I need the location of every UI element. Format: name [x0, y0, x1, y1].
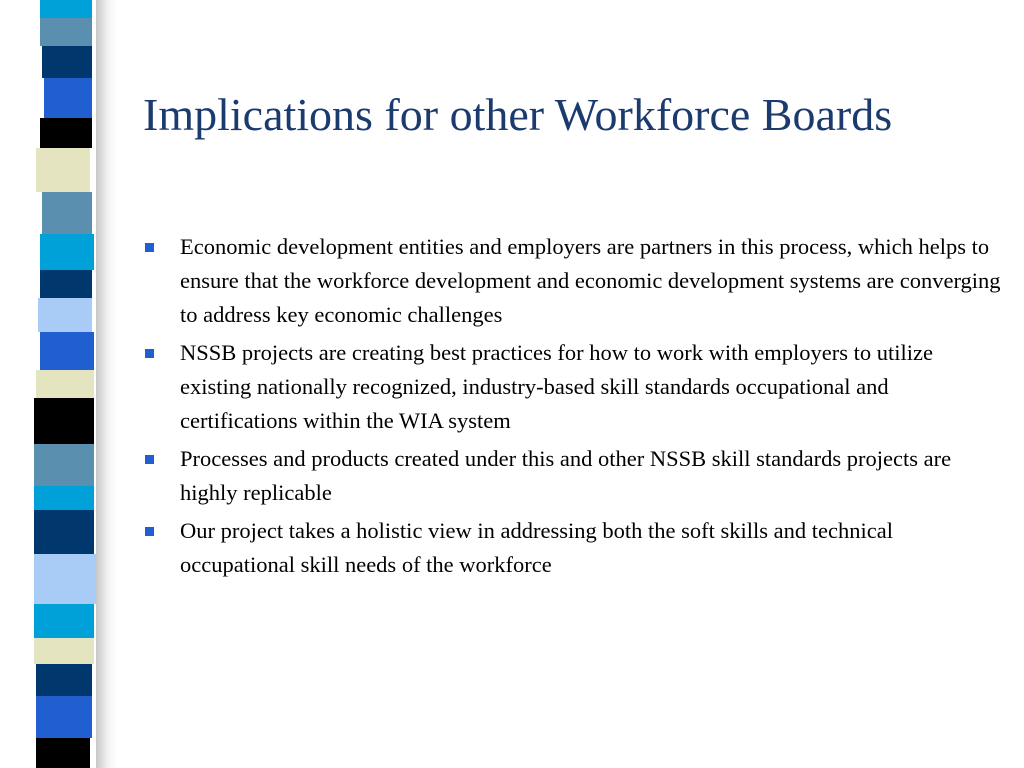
bullet-text: Processes and products created under this and other NSSB skill standards projects are highly replicable: [180, 446, 952, 505]
bullet-item: [143, 514, 1003, 582]
strip-block: [44, 78, 92, 118]
strip-block: [40, 270, 92, 298]
square-bullet-icon: [145, 349, 154, 358]
strip-block: [40, 234, 94, 270]
slide-title: Implications for other Workforce Boards: [143, 89, 893, 140]
bullet-item: [143, 336, 1003, 438]
strip-block: [38, 298, 92, 332]
bullet-text: NSSB projects are creating best practices for how to work with employers to utilize existing nationally recognized, industry-based skill standards occupational and certifications within the WIA system: [180, 340, 933, 433]
decorative-strip: [0, 0, 120, 768]
strip-block: [36, 664, 92, 696]
strip-block: [42, 46, 92, 78]
strip-block: [42, 192, 92, 234]
bullet-list: [143, 230, 1003, 586]
strip-block: [34, 604, 94, 638]
strip-block: [34, 554, 96, 604]
bullet-item: [143, 230, 1003, 332]
strip-block: [36, 738, 90, 768]
strip-block: [34, 444, 94, 486]
bullet-text: Our project takes a holistic view in addressing both the soft skills and technical occupational skill needs of the workforce: [180, 518, 893, 577]
strip-block: [34, 398, 94, 444]
strip-block: [40, 0, 92, 18]
strip-block: [40, 18, 92, 46]
bullet-item: [143, 442, 1003, 510]
strip-block: [36, 148, 90, 192]
strip-block: [36, 696, 92, 738]
strip-block: [34, 486, 94, 510]
bullet-text: Economic development entities and employers are partners in this process, which helps to ensure that the workforce development and economic development systems are converging to address key economic challenges: [180, 234, 1001, 327]
strip-block: [40, 332, 94, 370]
strip-block: [40, 118, 92, 148]
strip-block: [36, 370, 94, 398]
strip-block: [34, 638, 94, 664]
square-bullet-icon: [145, 243, 154, 252]
square-bullet-icon: [145, 527, 154, 536]
square-bullet-icon: [145, 455, 154, 464]
strip-block: [34, 510, 94, 554]
